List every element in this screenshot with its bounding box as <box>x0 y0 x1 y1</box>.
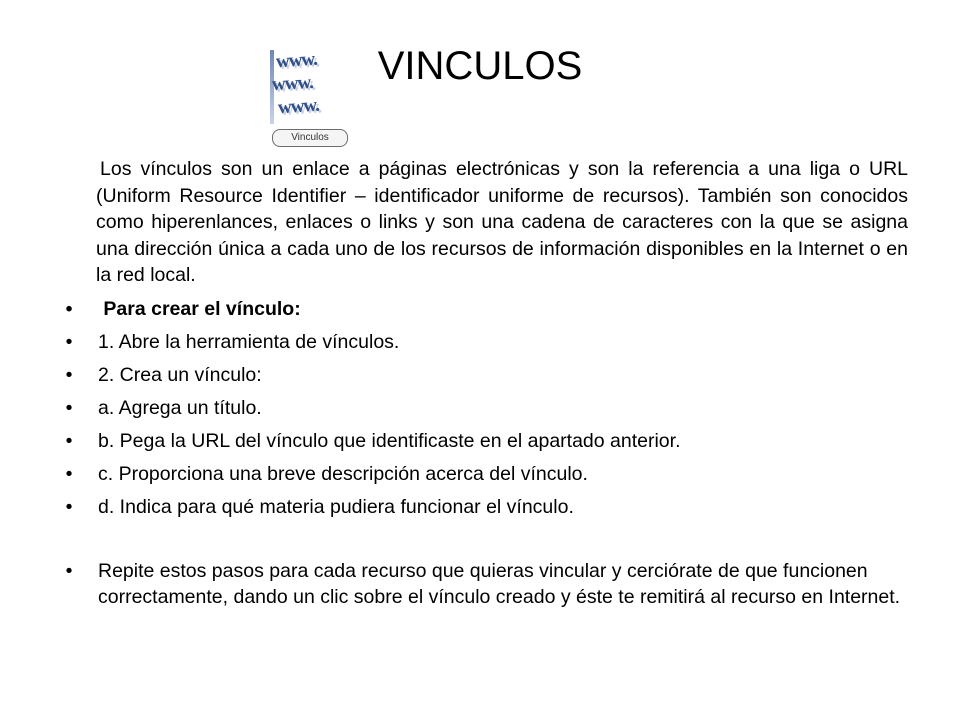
bullet-icon: • <box>65 397 73 419</box>
list-item-text: 1. Abre la herramienta de vínculos. <box>98 331 400 353</box>
bullet-icon: • <box>65 560 73 582</box>
list-item-text: Para crear el vínculo: <box>98 298 301 320</box>
bullet-icon: • <box>65 463 73 485</box>
list-item <box>62 329 912 355</box>
list-item-text: Repite estos pasos para cada recurso que quieras vincular y cerciórate de que funcionen correctamente, dando un clic sobre el vínculo creado y éste te remitirá al recurso en Internet. <box>98 560 901 608</box>
list-item <box>62 296 912 322</box>
logo-www-line: www. <box>271 71 314 96</box>
list-item <box>62 558 912 610</box>
list-item-text: d. Indica para qué materia pudiera funcionar el vínculo. <box>98 496 574 518</box>
list-item-text: b. Pega la URL del vínculo que identificaste en el apartado anterior. <box>98 430 681 452</box>
list-item <box>62 494 912 520</box>
list-item-text: 2. Crea un vínculo: <box>98 364 262 386</box>
steps-list <box>62 296 912 610</box>
intro-paragraph: Los vínculos son un enlace a páginas electrónicas y son la referencia a una liga o URL (Uniform Resource Identifier – identificador uniforme de recursos). También son conocidos como hiperenlances, enlaces o links y son una cadena de caracteres con la que se asigna una dirección única a cada uno de los recursos de información disponibles en la Internet o en la red local. <box>96 158 908 286</box>
list-item <box>62 461 912 487</box>
logo-label: Vinculos <box>272 129 348 147</box>
bullet-icon: • <box>65 331 73 353</box>
bullet-icon: • <box>65 298 73 320</box>
bullet-icon: • <box>65 430 73 452</box>
bullet-icon: • <box>65 496 73 518</box>
www-links-icon <box>262 46 352 146</box>
list-item <box>62 362 912 388</box>
list-item <box>62 428 912 454</box>
logo-www-line: www. <box>277 94 320 119</box>
bullet-icon: • <box>65 364 73 386</box>
logo-www-line: www. <box>275 48 318 73</box>
list-item-text: c. Proporciona una breve descripción acerca del vínculo. <box>98 463 588 485</box>
slide-title: VINCULOS <box>377 44 583 88</box>
list-item-text: a. Agrega un título. <box>98 397 262 419</box>
list-item <box>62 395 912 421</box>
